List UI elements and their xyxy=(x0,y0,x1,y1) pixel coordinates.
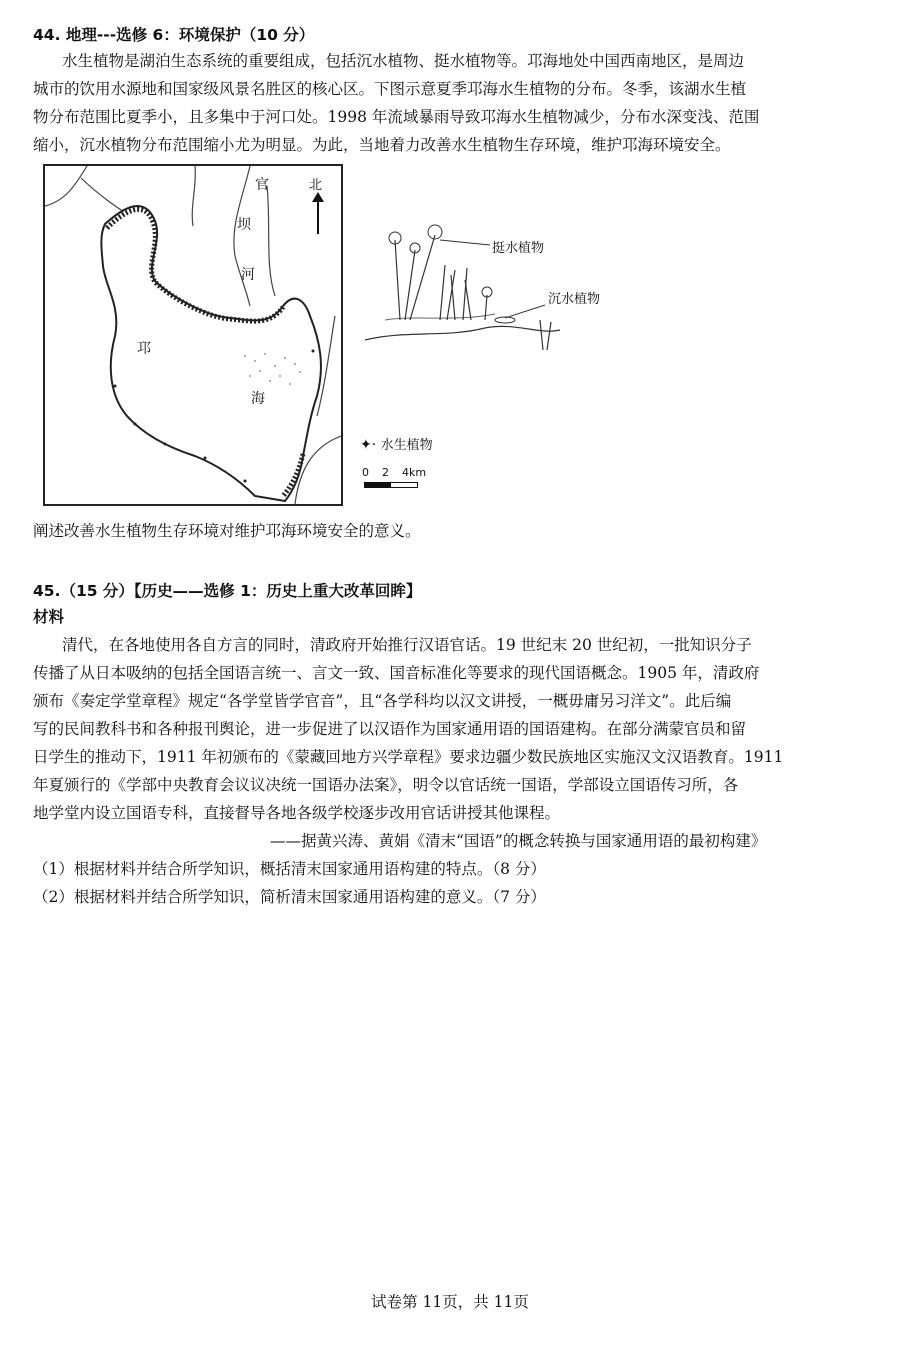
q45-material-line: 清代，在各地使用各自方言的同时，清政府开始推行汉语官话。19 世纪末 20 世纪初，一批知识分子 xyxy=(62,636,752,654)
q45-material-label: 材料 xyxy=(33,608,65,626)
q44-paragraph-line: 水生植物是湖泊生态系统的重要组成，包括沉水植物、挺水植物等。邛海地处中国西南地区，是周边 xyxy=(62,52,745,70)
q44-paragraph-line: 城市的饮用水源地和国家级风景名胜区的核心区。下图示意夏季邛海水生植物的分布。冬季，该湖水生植 xyxy=(33,80,747,98)
q45-material-line: 地学堂内设立国语专科，直接督导各地各级学校逐步改用官话讲授其他课程。 xyxy=(33,804,561,822)
q44-question: 阐述改善水生植物生存环境对维护邛海环境安全的意义。 xyxy=(33,522,421,540)
river-label-guan: 官 xyxy=(255,177,269,193)
q45-material-line: 年夏颁行的《学部中央教育会议议决统一国语办法案》，明令以官话统一国语，学部设立国语传习所，各 xyxy=(33,776,739,794)
scale-tick: 0 xyxy=(362,466,369,479)
q45-material-line: 传播了从日本吸纳的包括全国语言统一、言文一致、国音标准化等要求的现代国语概念。1905 年，清政府 xyxy=(33,664,760,682)
river-label-ba: 坝 xyxy=(237,217,251,233)
scale-bar-graphic xyxy=(364,482,418,488)
map-drawing xyxy=(45,166,341,504)
map-legend xyxy=(360,434,433,453)
legend-label: 水生植物 xyxy=(380,438,433,453)
emergent-plants-label: 挺水植物 xyxy=(492,241,545,256)
north-arrow-icon xyxy=(312,192,324,234)
page-footer: 试卷第 11页，共 11页 xyxy=(371,1293,529,1311)
lake-label-qiong: 邛 xyxy=(137,341,151,357)
qionghai-map xyxy=(43,164,343,506)
aquatic-plants-illustration xyxy=(355,210,570,360)
q44-paragraph-line: 缩小，沉水植物分布范围缩小尤为明显。为此，当地着力改善水生植物生存环境，维护邛海环境安全。 xyxy=(33,136,731,154)
scale-bar xyxy=(362,466,452,490)
q44-title: 44. 地理---选修 6：环境保护（10 分） xyxy=(33,26,315,44)
q45-material-line: 写的民间教科书和各种报刊舆论，进一步促进了以汉语作为国家通用语的国语建构。在部分满蒙官员和留 xyxy=(33,720,747,738)
q45-source-citation: ——据黄兴涛、黄娟《清末“国语”的概念转换与国家通用语的最初构建》 xyxy=(270,832,767,850)
q45-material-line: 日学生的推动下，1911 年初颁布的《蒙藏回地方兴学章程》要求边疆少数民族地区实施汉文汉语教育。1911 xyxy=(33,748,784,766)
q44-paragraph-line: 物分布范围比夏季小，且多集中于河口处。1998 年流域暴雨导致邛海水生植物减少，分布水深变浅、范围 xyxy=(33,108,760,126)
scale-tick: 2 xyxy=(382,466,389,479)
q45-sub-question-1: （1）根据材料并结合所学知识，概括清末国家通用语构建的特点。（8 分） xyxy=(33,860,546,878)
aquatic-plant-symbol-icon: ✦· xyxy=(360,437,377,453)
lake-label-hai: 海 xyxy=(251,391,265,407)
q45-sub-question-2: （2）根据材料并结合所学知识，简析清末国家通用语构建的意义。（7 分） xyxy=(33,888,546,906)
river-label-he: 河 xyxy=(241,267,255,283)
north-label: 北 xyxy=(309,178,323,193)
submerged-plants-label: 沉水植物 xyxy=(548,292,601,307)
q45-material-line: 颁布《奏定学堂章程》规定“各学堂皆学官音”，且“各学科均以汉文讲授，一概毋庸另习洋文”。此后编 xyxy=(33,692,732,710)
scale-tick: 4km xyxy=(402,466,427,479)
q45-title: 45.（15 分）【历史——选修 1：历史上重大改革回眸】 xyxy=(33,582,422,600)
